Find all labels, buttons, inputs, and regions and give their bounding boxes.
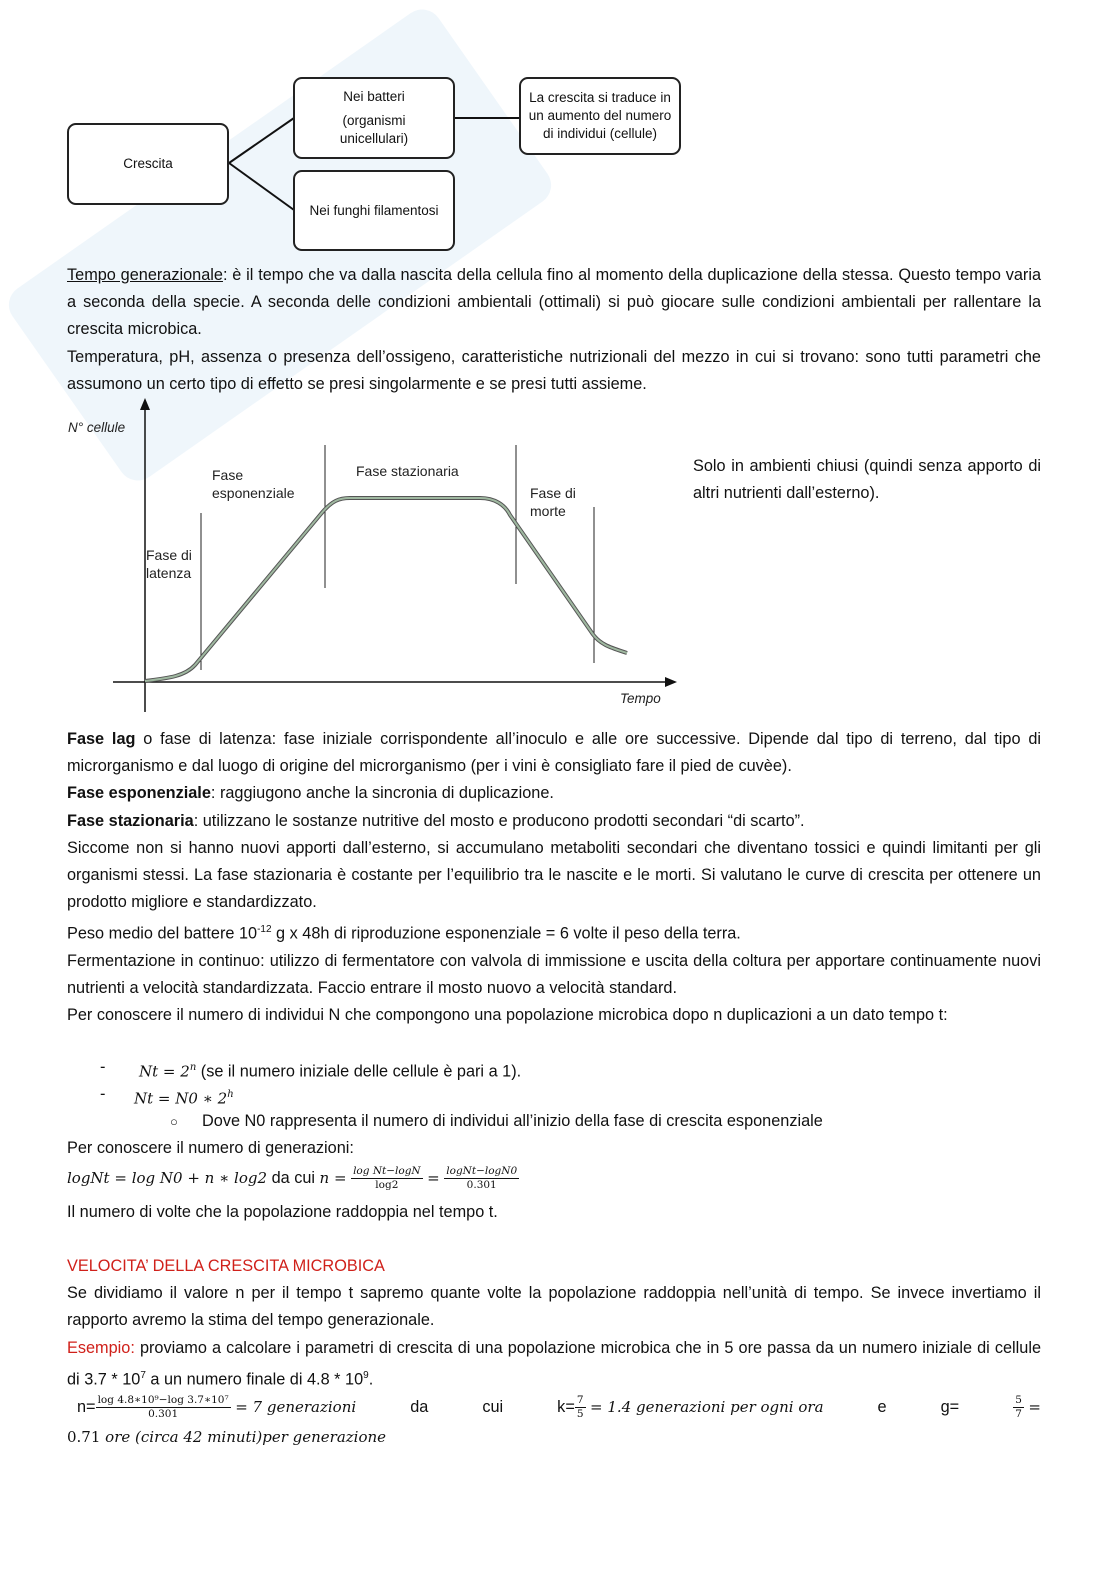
g-equals: = bbox=[1028, 1398, 1041, 1416]
sublist-bullet: ○ bbox=[170, 1114, 178, 1129]
fraction-1-den: log2 bbox=[375, 1179, 399, 1192]
fraction-2-den: 0.301 bbox=[466, 1179, 497, 1192]
phase-exp-line2: esponenziale bbox=[212, 485, 295, 501]
example-exp-2: 9 bbox=[363, 1369, 369, 1381]
x-axis-arrow bbox=[665, 677, 677, 687]
example-exp-1: 7 bbox=[140, 1369, 146, 1381]
bacteria-label: Nei batteri bbox=[343, 89, 405, 104]
growth-curve bbox=[145, 498, 627, 681]
growth-curve-graph bbox=[0, 0, 700, 720]
list-item-2: - bbox=[100, 1085, 106, 1103]
fraction-1 bbox=[351, 1165, 423, 1192]
term-exp: Fase esponenziale bbox=[67, 784, 211, 803]
section-heading-speed: VELOCITA’ DELLA CRESCITA MICROBICA bbox=[67, 1257, 385, 1275]
weight-text-a: Peso medio del battere 10 bbox=[67, 924, 258, 943]
example-text-b: a un numero finale di 4.8 * 10 bbox=[145, 1370, 364, 1389]
speed-section bbox=[67, 1253, 1041, 1393]
word-e: e bbox=[877, 1398, 887, 1416]
formula-nt-n0-exp: h bbox=[227, 1089, 234, 1100]
growth-curve-outline bbox=[145, 498, 627, 681]
phase-exp-label bbox=[212, 466, 295, 502]
paragraph-know: Per conoscere il numero di individui N che compongono una popolazione microbica dopo n duplicazioni a un dato tempo t: bbox=[67, 1006, 948, 1025]
g-num: 5 bbox=[1015, 1394, 1022, 1407]
g-eq: g= bbox=[940, 1398, 960, 1416]
n-eq: n= bbox=[77, 1398, 96, 1416]
n-fraction-num: log 4.8∗10⁹−log 3.7∗10⁷ bbox=[97, 1394, 229, 1407]
phase-death-line2: morte bbox=[530, 503, 566, 519]
paragraph-fermentation: Fermentazione in continuo: utilizzo di fermentatore con valvola di immissione e uscita della coltura per apportare continuamente nuovi nutrienti a velocità standardizzata. Faccio entrare il mosto nuovo a velocità standard. bbox=[67, 952, 1041, 998]
formula-log-left: logNt = log N0 + n ∗ log2 bbox=[67, 1169, 268, 1187]
intro-paragraph-2: Temperatura, pH, assenza o presenza dell’ossigeno, caratteristiche nutrizionali del mezzo in cui si trovano: sono tutti parametri che assumono un certo tipo di effetto se presi singolarmente e se presi tutti assieme. bbox=[67, 347, 1041, 393]
fraction-1-num: log Nt−logN bbox=[353, 1165, 421, 1178]
example-formula-row bbox=[77, 1392, 1041, 1422]
g-result-num: 0.71 bbox=[67, 1428, 101, 1446]
x-axis-label: Tempo bbox=[620, 691, 661, 706]
phase-stat-label: Fase stazionaria bbox=[356, 463, 459, 479]
y-axis-arrow bbox=[140, 398, 150, 410]
paragraph-double: Il numero di volte che la popolazione raddoppia nel tempo t. bbox=[67, 1203, 498, 1221]
bacteria-sub-label: (organismi unicellulari) bbox=[339, 113, 409, 146]
phases-section bbox=[67, 726, 1041, 1030]
n-result: = 7 generazioni bbox=[235, 1398, 357, 1416]
example-text-a: proviamo a calcolare i parametri di crescita di una popolazione microbica che in 5 ore passa da un numero iniziale di cellule di 3.7 * 10 bbox=[67, 1338, 1041, 1389]
k-result: = 1.4 generazioni per ogni ora bbox=[590, 1398, 824, 1416]
li1-text: (se il numero iniziale delle cellule è pari a 1). bbox=[196, 1062, 522, 1081]
fraction-2-num: logNt−logN0 bbox=[446, 1165, 518, 1178]
term-stat: Fase stazionaria bbox=[67, 811, 194, 830]
formula-nt-exp: n bbox=[189, 1062, 197, 1073]
term-generation-time: Tempo generazionale bbox=[67, 266, 223, 284]
stat-text: : utilizzano le sostanze nutritive del mosto e producono prodotti secondari “di scarto”. bbox=[193, 811, 805, 830]
formula-n: n = bbox=[319, 1169, 347, 1187]
formula-log: logNt = log N0 + n ∗ log2 da cui n = $\frac{\text{log Nt−logN}}{\log 2}$ = $\frac{\text{logNt−logN0}}{0.301}$ bbox=[67, 1165, 518, 1192]
list-item-3: Dove N0 rappresenta il numero di individui all’inizio della fase di crescita esponenziale bbox=[202, 1112, 823, 1130]
g-den: 7 bbox=[1015, 1408, 1022, 1421]
term-lag: Fase lag bbox=[67, 730, 136, 748]
weight-text-b: g x 48h di riproduzione esponenziale = 6 volte il peso della terra. bbox=[271, 924, 741, 943]
intro-paragraph-1: : è il tempo che va dalla nascita della cellula fino al momento della duplicazione della stessa. Questo tempo varia a seconda della specie. A seconda delle condizioni ambientali (ottimali) si può giocare sulle condizioni ambientali per rallentare la crescita microbica. bbox=[67, 266, 1041, 339]
speed-paragraph: Se dividiamo il valore n per il tempo t sapremo quante volte la popolazione raddoppia nell’unità di tempo. Se invece invertiamo il rapporto avremo la stima del tempo generazionale. bbox=[67, 1284, 1041, 1330]
k-fraction bbox=[575, 1394, 586, 1421]
example-text-c: . bbox=[368, 1370, 374, 1389]
word-cui: cui bbox=[482, 1398, 504, 1416]
n-fraction-den: 0.301 bbox=[148, 1408, 179, 1421]
phase-death-line1: Fase di bbox=[530, 485, 576, 501]
weight-exponent: -12 bbox=[257, 924, 272, 936]
graph-side-note: Solo in ambienti chiusi (quindi senza apporto di altri nutrienti dall’esterno). bbox=[693, 457, 1041, 503]
fraction-2 bbox=[444, 1165, 519, 1192]
phase-lag-label: Fase di latenza bbox=[146, 547, 192, 581]
exp-text: : raggiugono anche la sincronia di duplicazione. bbox=[210, 784, 554, 803]
result-label: La crescita si traduce in un aumento del numero di individui (cellule) bbox=[528, 90, 672, 141]
g-result-line bbox=[67, 1424, 386, 1451]
g-result: ore (circa 42 minuti)per generazione bbox=[100, 1428, 387, 1446]
word-da: da bbox=[410, 1398, 429, 1416]
y-axis-label: N° cellule bbox=[68, 420, 126, 435]
n-fraction bbox=[96, 1394, 231, 1421]
example-label: Esempio: bbox=[67, 1338, 135, 1357]
formula-nt: Nt = 2 bbox=[139, 1062, 190, 1081]
formula-nt-n0: Nt = N0 ∗ 2 bbox=[134, 1089, 228, 1108]
k-eq: k= bbox=[557, 1398, 575, 1416]
k-num: 7 bbox=[576, 1394, 584, 1407]
k-den: 5 bbox=[576, 1408, 584, 1421]
phase-death-label bbox=[530, 484, 576, 520]
diagram-root-label: Crescita bbox=[123, 156, 173, 171]
g-fraction bbox=[1013, 1394, 1024, 1421]
formula-da-cui: da cui bbox=[271, 1169, 316, 1187]
paragraph-generations: Per conoscere il numero di generazioni: bbox=[67, 1139, 354, 1157]
fungi-label: Nei funghi filamentosi bbox=[309, 202, 439, 218]
list-item-1: - bbox=[100, 1058, 106, 1076]
paragraph-since: Siccome non si hanno nuovi apporti dall’esterno, si accumulano metaboliti secondari che diventano tossici e quindi limitanti per gli organismi stessi. La fase stazionaria è costante per l’equilibrio tra le nascite e le morti. Si valutano le curve di crescita per ottenere un prodotto migliore e standardizzato. bbox=[67, 838, 1041, 912]
phase-exp-line1: Fase bbox=[212, 467, 244, 483]
lag-text: o fase di latenza: fase iniziale corrispondente all’inoculo e alle ore successive. Dipende dal tipo di terreno, dal tipo di microrganismo e dal luogo di origine del microrganismo (per i vini è consigliato fare il pied de cuvèe). bbox=[67, 730, 1041, 776]
